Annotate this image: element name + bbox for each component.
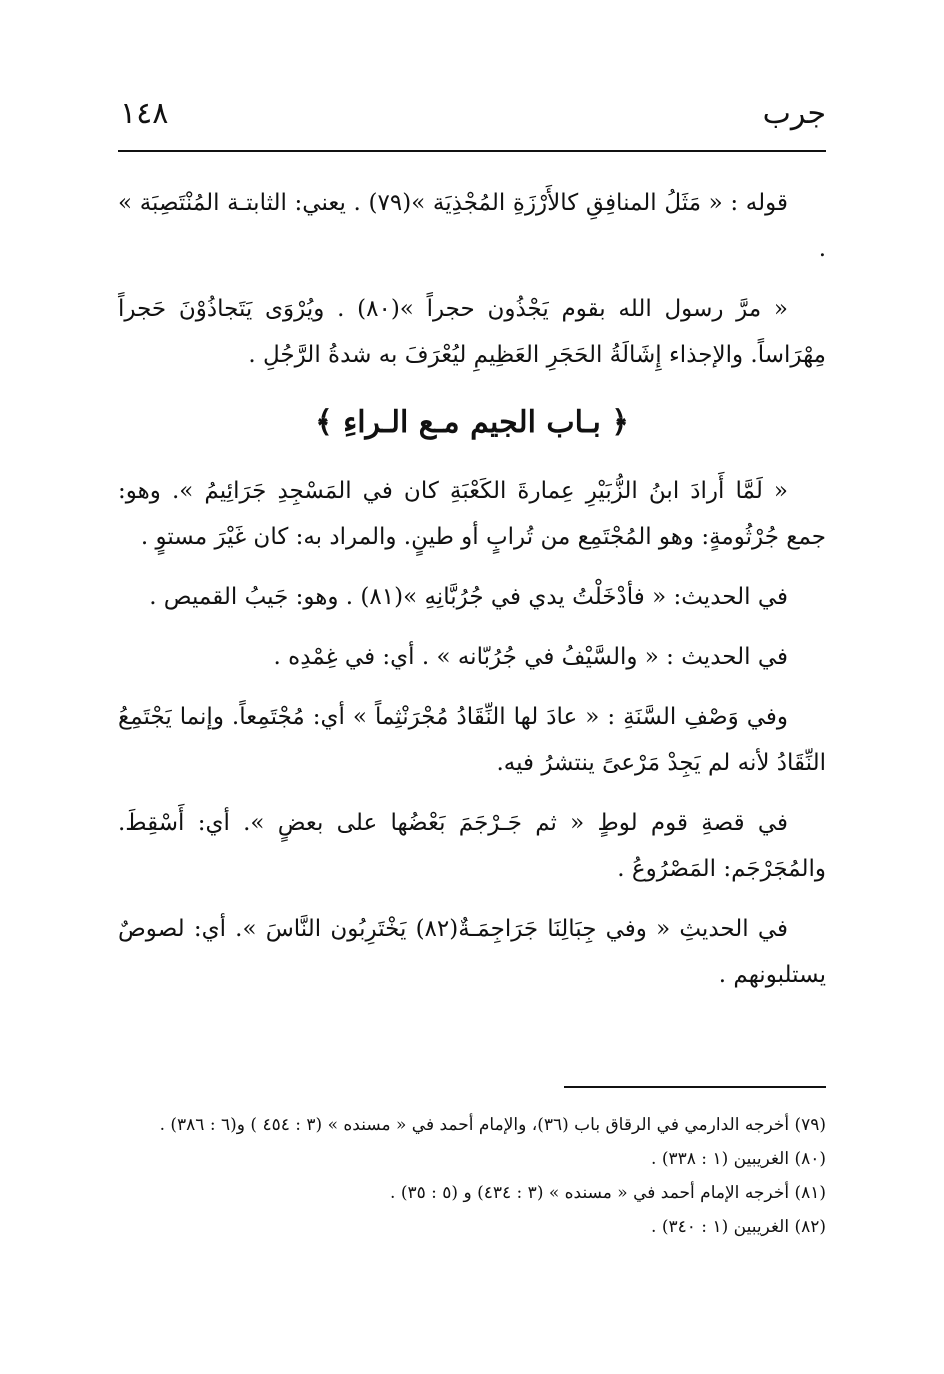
paragraph: قوله : « مَثَلُ المنافِقِ كالأَرْزَةِ المُجْذِيَة »(٧٩) . يعني: الثابتـة المُنْتَصِبَة » . xyxy=(118,190,826,262)
footnote-82: (٨٢) الغريبين (١ : ٣٤٠) . xyxy=(651,1217,826,1237)
footnotes xyxy=(118,1108,826,1244)
footnote-79: (٧٩) أخرجه الدارمي في الرقاق باب (٣٦)، والإمام أحمد في « مسنده » (٣ : ٤٥٤ ) و(٦ : ٣٨٦) . xyxy=(159,1115,826,1135)
footnote-81: (٨١) أخرجه الإمام أحمد في « مسنده » (٣ : ٤٣٤) و (٥ : ٣٥) . xyxy=(390,1183,826,1203)
footnote-rule xyxy=(564,1086,826,1088)
header-rule xyxy=(118,150,826,152)
page-header xyxy=(118,96,826,136)
paragraph: في قصةِ قوم لوطٍ « ثم جَـرْجَمَ بَعْضُها على بعضٍ ». أي: أَسْقِطَ. والمُجَرْجَم: المَصْرُوعُ . xyxy=(118,810,826,882)
running-title: جرب xyxy=(762,96,826,131)
paragraph: في الحديث: « فأدْخَلْتُ يدي في جُرُبَّانِهِ »(٨١) . وهو: جَيبُ القميص . xyxy=(149,584,788,610)
paragraph: « لَمَّا أَرادَ ابنُ الزُّبَيْرِ عِمارةَ الكَعْبَةِ كان في المَسْجِدِ جَرَائِيمُ ». وهو: جمع جُرْثُومةٍ: وهو المُجْتَمِع من تُرابٍ أو طينٍ. والمراد به: كان غَيْرَ مستوٍ . xyxy=(118,478,826,550)
paragraph: وفي وَصْفِ السَّنَةِ : « عادَ لها النِّقَادُ مُجْرَنْثِماً » أي: مُجْتَمِعاً. وإنما يَجْتَمِعُ النِّقَادُ لأنه لم يَجِدْ مَرْعىً ينتشرُ فيه. xyxy=(118,704,826,776)
paragraph: « مرَّ رسول الله بقوم يَجْذُون حجراً »(٨٠) . ويُرْوَى يَتَجاذُوْنَ حَجراً مِهْرَاساً. والإجذاء إِشَالَةُ الحَجَرِ العَظِيمِ ليُعْرَفَ به شدةُ الرَّجُلِ . xyxy=(118,296,826,368)
paragraph: في الحديثِ « وفي جِبَالِنَا جَرَاجِمَـةٌ(٨٢) يَخْتَرِبُون النَّاسَ ». أي: لصوصٌ يستلبونهم . xyxy=(118,916,826,988)
main-text xyxy=(118,180,826,1012)
paragraph: في الحديث : « والسَّيْفُ في جُرُبّانه » . أي: في غِمْدِه . xyxy=(273,644,788,670)
footnote-80: (٨٠) الغريبين (١ : ٣٣٨) . xyxy=(651,1149,826,1169)
section-heading: ﴿ بـاب الجيم مـع الـراءِ ﴾ xyxy=(315,405,629,440)
page-number: ١٤٨ xyxy=(120,96,169,131)
